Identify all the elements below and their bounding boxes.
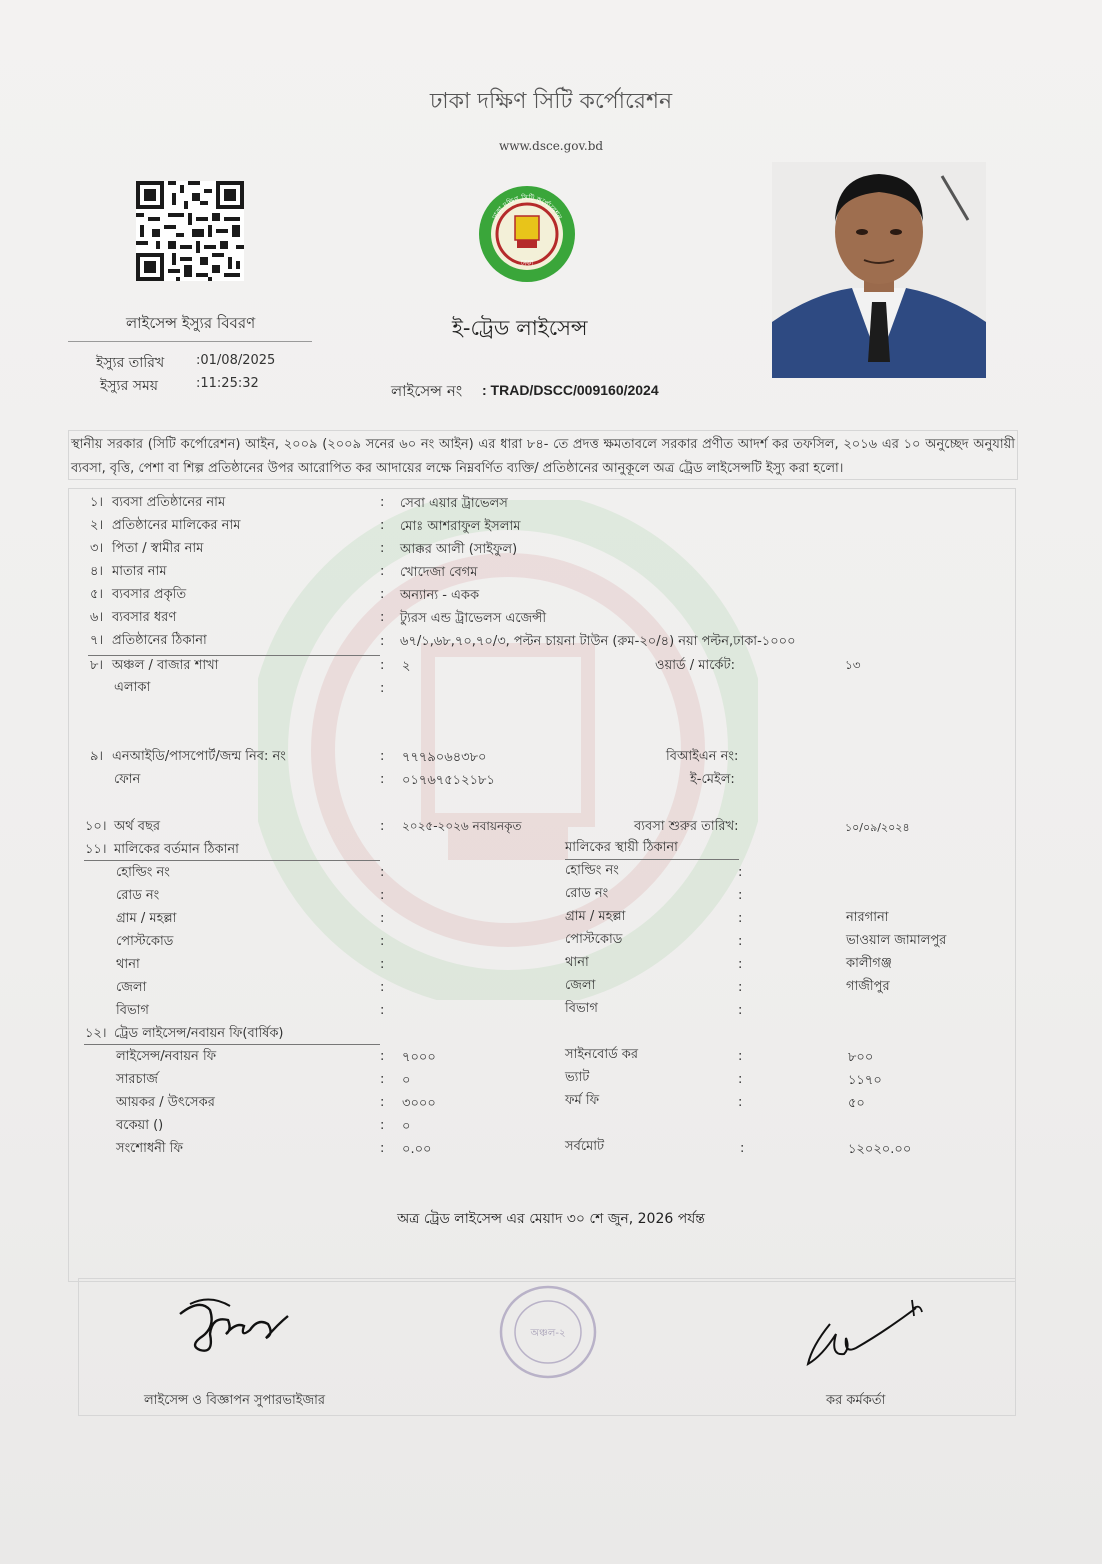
colon: : xyxy=(380,564,385,579)
permanent-thana-value: কালীগঞ্জ xyxy=(846,956,892,971)
total-value: ১২০২০.০০ xyxy=(848,1142,912,1157)
colon: : xyxy=(738,1095,743,1110)
colon: : xyxy=(380,1049,385,1064)
address-field-label: হোল্ডিং নং xyxy=(565,863,619,878)
fees-title: ট্রেড লাইসেন্স/নবায়ন ফি(বার্ষিক) xyxy=(114,1026,284,1041)
colon: : xyxy=(380,541,385,556)
license-number-value: : TRAD/DSCC/009160/2024 xyxy=(482,382,659,398)
start-date-value: ১০/০৯/২০২৪ xyxy=(845,821,910,834)
colon: : xyxy=(380,819,385,834)
office-seal xyxy=(498,1284,598,1380)
fee-label: আয়কর / উৎসেকর xyxy=(116,1095,215,1110)
row-label: ব্যবসা প্রতিষ্ঠানের নাম xyxy=(112,495,226,510)
colon: : xyxy=(738,865,743,880)
emblem-bottom-text: ঢাকা xyxy=(520,258,534,268)
fee-value: ০ xyxy=(402,1119,411,1134)
fee-value: ৭০০০ xyxy=(402,1050,436,1065)
colon: : xyxy=(380,634,385,649)
colon: : xyxy=(380,934,385,949)
address-field-label: রোড নং xyxy=(116,888,160,903)
row-label: ব্যবসার ধরণ xyxy=(112,610,177,625)
row-label: ব্যবসার প্রকৃতি xyxy=(112,587,187,602)
colon: : xyxy=(380,1141,385,1156)
intro-box xyxy=(68,430,1018,480)
colon: : xyxy=(738,934,743,949)
zone-label: অঞ্চল / বাজার শাখা xyxy=(112,658,219,673)
fee-value: ৮০০ xyxy=(848,1050,874,1065)
doc-title: ই-ট্রেড লাইসেন্স xyxy=(452,316,588,340)
row-num: ৩। xyxy=(90,541,104,556)
colon: : xyxy=(380,1118,385,1133)
colon: : xyxy=(380,865,385,880)
business-address-value: ৬৭/১,৬৮,৭০,৭০/৩, পল্টন চায়না টাউন (রুম-২০/৪) নয়া পল্টন,ঢাকা-১০০০ xyxy=(400,634,796,649)
colon: : xyxy=(380,957,385,972)
fee-value: ৫০ xyxy=(848,1096,865,1111)
colon: : xyxy=(380,658,385,673)
business-name-value: সেবা এয়ার ট্রাভেলস xyxy=(400,496,508,511)
colon: : xyxy=(380,980,385,995)
nid-value: ৭৭৭৯০৬৪৩৮০ xyxy=(402,750,487,765)
colon: : xyxy=(738,1003,743,1018)
permanent-postcode-value: ভাওয়াল জামালপুর xyxy=(846,933,947,948)
svg-text:ঢাকা xyxy=(519,259,534,268)
colon: : xyxy=(380,495,385,510)
father-name-value: আক্কর আলী (সাইফুল) xyxy=(400,542,518,557)
nid-label: এনআইডি/পাসপোর্ট/জন্ম নিব: নং xyxy=(112,749,286,764)
supervisor-signature xyxy=(170,1294,300,1364)
row-label: প্রতিষ্ঠানের মালিকের নাম xyxy=(112,518,241,533)
row-num: ৭। xyxy=(90,633,104,648)
colon: : xyxy=(380,1072,385,1087)
colon: : xyxy=(740,1141,745,1156)
nid-num: ৯। xyxy=(90,749,104,764)
present-divider xyxy=(84,860,380,861)
permanent-village-value: নারগানা xyxy=(846,910,889,925)
mother-name-value: খোদেজা বেগম xyxy=(400,565,478,580)
colon: : xyxy=(380,518,385,533)
org-name: ঢাকা দক্ষিণ সিটি কর্পোরেশন xyxy=(429,89,673,114)
address-field-label: গ্রাম / মহল্লা xyxy=(116,911,177,926)
business-type-value: ট্যুরস এন্ড ট্রাভেলস এজেন্সী xyxy=(400,611,547,626)
permanent-address-title: মালিকের স্থায়ী ঠিকানা xyxy=(565,840,678,855)
fee-label: ফর্ম ফি xyxy=(565,1093,600,1108)
fees-divider xyxy=(84,1044,380,1045)
tax-officer-signature xyxy=(800,1294,930,1374)
address-field-label: জেলা xyxy=(116,980,147,995)
validity-note: অত্র ট্রেড লাইসেন্স এর মেয়াদ ৩০ শে জুন, 2026 পর্যন্ত xyxy=(397,1211,705,1227)
address-field-label: পোস্টকোড xyxy=(116,934,174,949)
start-date-label: ব্যবসা শুরুর তারিখ: xyxy=(634,819,739,834)
permanent-divider xyxy=(565,859,739,860)
colon: : xyxy=(380,1003,385,1018)
address-field-label: গ্রাম / মহল্লা xyxy=(565,909,626,924)
address-field-label: বিভাগ xyxy=(116,1003,149,1018)
website-link[interactable]: www.dsce.gov.bd xyxy=(498,139,604,153)
colon: : xyxy=(380,911,385,926)
details-box xyxy=(68,488,1016,1282)
emblem-top-text: ঢাকা দক্ষিণ সিটি কর্পোরেশন xyxy=(490,193,564,221)
fee-value: ৩০০০ xyxy=(402,1096,436,1111)
colon: : xyxy=(380,587,385,602)
fee-label: সারচার্জ xyxy=(116,1072,158,1087)
fee-label: সাইনবোর্ড কর xyxy=(565,1047,639,1062)
colon: : xyxy=(380,1095,385,1110)
fee-value: ১১৭০ xyxy=(848,1073,882,1088)
owner-name-value: মোঃ আশরাফুল ইসলাম xyxy=(400,519,521,534)
dscc-emblem-icon xyxy=(476,184,578,284)
address-field-label: জেলা xyxy=(565,978,596,993)
address-field-label: হোল্ডিং নং xyxy=(116,865,170,880)
colon: : xyxy=(738,1072,743,1087)
phone-label: ফোন xyxy=(114,772,141,787)
issue-date-value: :01/08/2025 xyxy=(196,353,276,368)
issue-date-label: ইস্যুর তারিখ xyxy=(96,355,165,371)
fee-label: ভ্যাট xyxy=(565,1070,590,1085)
row-num: ৪। xyxy=(90,564,104,579)
qr-code-icon xyxy=(136,181,244,281)
ward-value: ১৩ xyxy=(845,658,861,672)
colon: : xyxy=(380,772,385,787)
supervisor-caption: লাইসেন্স ও বিজ্ঞাপন সুপারভাইজার xyxy=(144,1393,326,1408)
zone-num: ৮। xyxy=(90,658,104,673)
fee-label: সংশোধনী ফি xyxy=(116,1141,183,1156)
address-num: ১১। xyxy=(85,842,107,857)
colon: : xyxy=(738,888,743,903)
row-label: পিতা / স্বামীর নাম xyxy=(112,541,204,556)
row-num: ১। xyxy=(90,495,104,510)
bin-label: বিআইএন নং: xyxy=(666,749,739,764)
owner-photo xyxy=(772,162,986,378)
address-field-label: পোস্টকোড xyxy=(565,932,623,947)
intro-text: স্থানীয় সরকার (সিটি কর্পোরেশন) আইন, ২০০৯ (২০০৯ সনের ৬০ নং আইন) এর ধারা ৮৪- তে প্রদত্ত ক্ষমতাবলে সরকার প্রণীত আদর্শ কর তফসিল, ২০১৬ এর ১০ অনুচ্ছেদ অনুযায়ী ব্যবসা, বৃত্তি, পেশা বা শিল্প প্রতিষ্ঠানের উপর আরোপিত কর আদায়ের লক্ষে নিম্নবর্ণিত ব্যক্তি/ প্রতিষ্ঠানের আনুকূলে অত্র ট্রেড লাইসেন্সটি ইস্যু করা হলো। xyxy=(71,437,1015,476)
issue-divider xyxy=(68,341,312,342)
fee-value: ০.০০ xyxy=(402,1142,432,1157)
permanent-district-value: গাজীপুর xyxy=(846,979,890,994)
issue-time-value: :11:25:32 xyxy=(196,376,259,391)
fee-value: ০ xyxy=(402,1073,411,1088)
fee-label: লাইসেন্স/নবায়ন ফি xyxy=(116,1049,217,1064)
present-address-title: মালিকের বর্তমান ঠিকানা xyxy=(114,842,239,857)
fees-num: ১২। xyxy=(85,1026,107,1041)
fiscal-label: অর্থ বছর xyxy=(114,819,161,834)
tax-officer-caption: কর কর্মকর্তা xyxy=(826,1393,886,1408)
colon: : xyxy=(380,888,385,903)
zone-value: ২ xyxy=(402,659,411,674)
area-label: এলাকা xyxy=(114,680,151,695)
fiscal-num: ১০। xyxy=(85,819,107,834)
total-label: সর্বমোট xyxy=(565,1139,605,1154)
address-field-label: থানা xyxy=(116,957,140,972)
address-field-label: রোড নং xyxy=(565,886,609,901)
license-number-label: লাইসেন্স নং xyxy=(391,382,463,400)
seal-text: অঞ্চল-২ xyxy=(530,1328,566,1339)
business-nature-value: অন্যান্য - একক xyxy=(400,588,480,603)
issue-time-label: ইস্যুর সময় xyxy=(100,378,159,394)
row-num: ৬। xyxy=(90,610,104,625)
fiscal-value: ২০২৫-২০২৬ নবায়নকৃত xyxy=(402,819,522,833)
email-label: ই-মেইল: xyxy=(690,772,735,787)
colon: : xyxy=(380,610,385,625)
colon: : xyxy=(380,681,385,696)
colon: : xyxy=(738,911,743,926)
address-field-label: বিভাগ xyxy=(565,1001,598,1016)
row-label: প্রতিষ্ঠানের ঠিকানা xyxy=(112,633,207,648)
colon: : xyxy=(738,980,743,995)
address-field-label: থানা xyxy=(565,955,589,970)
row-num: ২। xyxy=(90,518,104,533)
row-label: মাতার নাম xyxy=(112,564,167,579)
colon: : xyxy=(738,1049,743,1064)
phone-value: ০১৭৬৭৫১২১৮১ xyxy=(402,773,495,788)
colon: : xyxy=(738,957,743,972)
row-num: ৫। xyxy=(90,587,104,602)
fee-label: বকেয়া () xyxy=(116,1118,164,1133)
ward-label: ওয়ার্ড / মার্কেট: xyxy=(655,658,735,673)
colon: : xyxy=(380,749,385,764)
issue-section-title: লাইসেন্স ইস্যুর বিবরণ xyxy=(126,314,256,332)
